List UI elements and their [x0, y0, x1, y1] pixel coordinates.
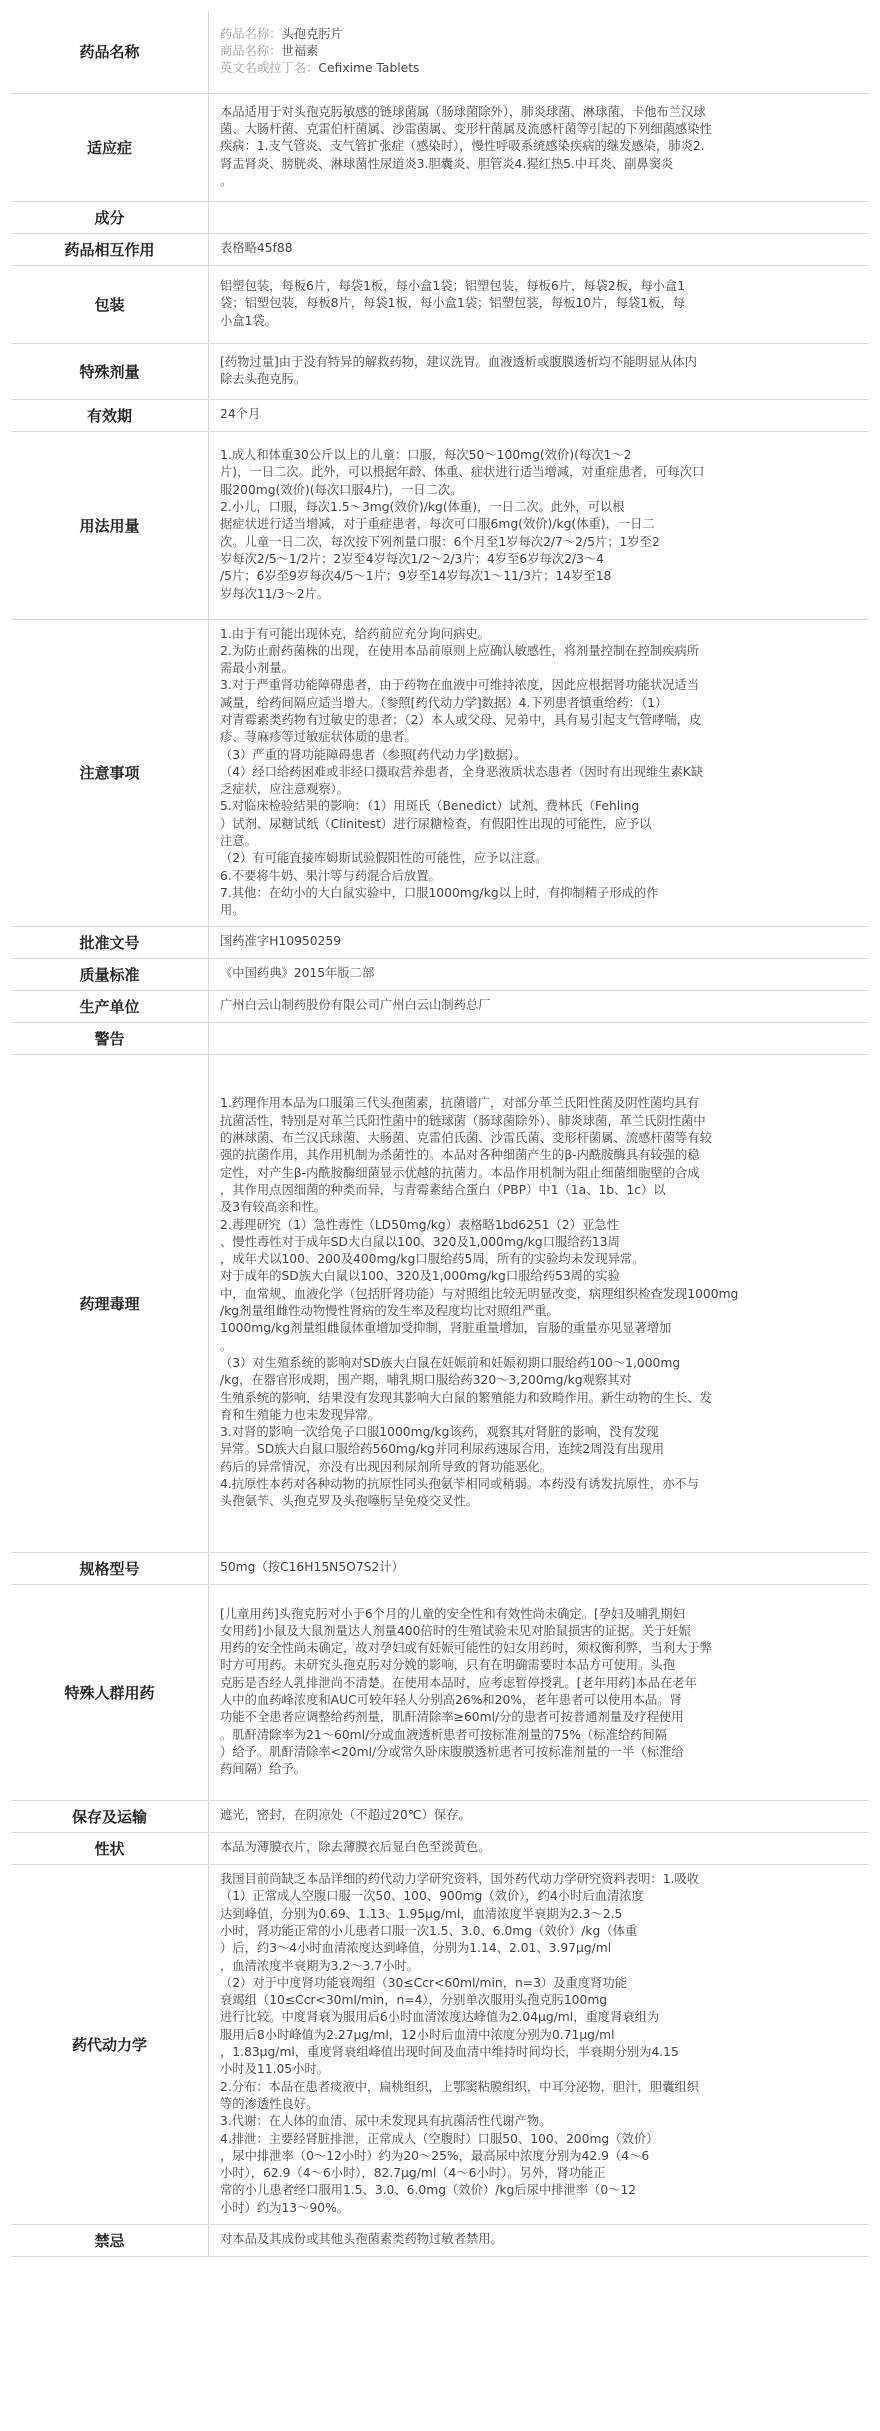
spec-value-line: 。	[220, 173, 233, 188]
spec-value-line: 5.对临床检验结果的影响：（1）用斑氏（Benedict）试剂、费林氏（Fehling	[220, 799, 640, 814]
spec-value-line: 本品为薄膜衣片，除去薄膜衣后显白色至淡黄色。	[220, 1840, 491, 1855]
spec-value-line: 小时，肾功能正常的小儿患者口服一次1.5、3.0、6.0mg（效价）/kg（体重	[220, 1923, 638, 1938]
spec-value-line: 减量，给药间隔应适当增大。（参照[药代动力学]数据）4.下列患者慎重给药：（1）	[220, 695, 668, 710]
spec-label: 生产单位	[11, 990, 209, 1022]
spec-value-line: 注意。	[220, 834, 257, 849]
spec-value-line: 疾病：1.支气管炎、支气管扩张症（感染时），慢性呼吸系统感染疾病的继发感染，肺炎2.	[220, 139, 705, 154]
spec-value-line: 岁每次11/3～2片。	[220, 586, 330, 601]
spec-value-line: 1.药理作用本品为口服第三代头孢菌素，抗菌谱广，对部分革兰氏阳性菌及阴性菌均具有	[220, 1096, 700, 1111]
spec-value-line: 功能不全患者应调整给药剂量，肌酐清除率≥60ml/分的患者可按普通剂量及疗程使用	[220, 1710, 684, 1725]
spec-value-line: 需最小剂量。	[220, 661, 294, 676]
spec-value-line: 小时），62.9（4～6小时），82.7μg/ml（4～6小时）。另外，肾功能正	[220, 2166, 606, 2181]
spec-row	[11, 265, 869, 343]
spec-value	[209, 343, 870, 399]
spec-value-line: 3.对于严重肾功能障碍患者，由于药物在血液中可维持浓度，因此应根据肾功能状况适当	[220, 678, 700, 693]
spec-value-line: 、慢性毒性对于成年SD大白鼠以100、320及1,000mg/kg口服给药13周	[220, 1234, 620, 1249]
spec-value-line: 6.不要将牛奶、果汁等与药混合后放置。	[220, 868, 441, 883]
spec-value-line: 铝塑包装，每板6片，每袋1板，每小盒1袋；铝塑包装，每板6片，每袋2板，每小盒1	[220, 279, 686, 294]
field-value: 世福素	[281, 44, 319, 59]
spec-value	[209, 399, 870, 431]
spec-value-line: 服200mg(效价)(每次口服4片)，一日二次。	[220, 482, 463, 497]
spec-label: 警告	[11, 1022, 209, 1054]
spec-value	[209, 926, 870, 958]
spec-value-line: 育和生殖能力也未发现异常。	[220, 1407, 380, 1422]
spec-label: 性状	[11, 1832, 209, 1864]
spec-value	[209, 265, 870, 343]
spec-value	[209, 1832, 870, 1864]
spec-value-line: 女用药]小鼠及大鼠剂量达人剂量400倍时的生殖试验未见对胎鼠损害的证据。关于妊娠	[220, 1623, 691, 1638]
spec-value-line	[220, 60, 861, 77]
spec-row	[11, 990, 869, 1022]
spec-value-line: 24个月	[220, 407, 261, 422]
spec-label: 规格型号	[11, 1552, 209, 1584]
spec-value-line: 4.抗原性本药对各种动物的抗原性同头孢氨苄相同或稍弱。本药没有诱发抗原性，亦不与	[220, 1477, 700, 1492]
field-prefix: 英文名或拉丁名：	[220, 61, 319, 76]
spec-value	[209, 1054, 870, 1552]
spec-value-line: 生殖系统的影响，结果没有发现其影响大白鼠的繁殖能力和致畸作用。新生动物的生长、发	[220, 1390, 712, 1405]
spec-value-line: 小盒1袋。	[220, 313, 278, 328]
spec-value	[209, 1584, 870, 1800]
spec-value-line: [药物过量]由于没有特异的解救药物，建议洗胃。血液透析或腹膜透析均不能明显从体内	[220, 354, 697, 369]
drug-spec-table	[11, 11, 869, 2257]
spec-row	[11, 1800, 869, 1832]
spec-value-line: /kg剂量组雌性动物慢性肾病的发生率及程度均比对照组严重。	[220, 1304, 559, 1319]
spec-value-line: 《中国药典》2015年版二部	[220, 966, 375, 981]
spec-value	[209, 1800, 870, 1832]
spec-value-line: 及3有较高亲和性。	[220, 1200, 327, 1215]
spec-value-line: 50mg（按C16H15N5O7S2计）	[220, 1560, 404, 1575]
spec-value-line: 本品适用于对头孢克肟敏感的链球菌属（肠球菌除外），肺炎球菌、淋球菌、卡他布兰汉球	[220, 104, 706, 119]
spec-value-line: 强的抗菌作用，其作用机制为杀菌性的。本品对各种细菌产生的β-内酰胺酶具有较强的稳	[220, 1148, 700, 1163]
spec-label: 药理毒理	[11, 1054, 209, 1552]
spec-value	[209, 11, 870, 93]
spec-value-line: 对本品及其成份或其他头孢菌素类药物过敏者禁用。	[220, 2232, 503, 2247]
spec-value	[209, 958, 870, 990]
field-value: Cefixime Tablets	[318, 61, 420, 76]
spec-value	[209, 201, 870, 233]
spec-value-line: 7.其他：在幼小的大白鼠实验中，口服1000mg/kg以上时，有抑制精子形成的作	[220, 885, 659, 900]
spec-row	[11, 926, 869, 958]
spec-value-line: 的淋球菌、布兰汉氏球菌、大肠菌、克雷伯氏菌、沙雷氏菌、变形杆菌属、流感杆菌等有较	[220, 1131, 712, 1146]
spec-value	[209, 619, 870, 926]
spec-value-line: 中，血常规、血液化学（包括肝肾功能）与对照组比较无明显改变，病理组织检查发现1000mg	[220, 1286, 739, 1301]
spec-value-line: 袋；铝塑包装，每板8片，每袋1板，每小盒1袋；铝塑包装，每板10片，每袋1板，每	[220, 296, 686, 311]
field-prefix: 药品名称：	[220, 26, 282, 41]
spec-value-line: 乏症状，应注意观察）。	[220, 782, 350, 797]
spec-row	[11, 1022, 869, 1054]
spec-value-line: 2.小儿，口服，每次1.5～3mg(效价)/kg(体重)，一日二次。此外，可以根	[220, 500, 625, 515]
spec-value-line: 3.对肾的影响一次给兔子口服1000mg/kg该药，观察其对肾脏的影响，没有发现	[220, 1425, 659, 1440]
spec-value	[209, 93, 870, 201]
spec-label: 用法用量	[11, 431, 209, 619]
spec-row	[11, 399, 869, 431]
spec-value-line: /5片；6岁至9岁每次4/5～1片；9岁至14岁每次1～11/3片；14岁至18	[220, 569, 612, 584]
spec-label: 禁忌	[11, 2224, 209, 2256]
spec-label: 有效期	[11, 399, 209, 431]
spec-value-line: 4.排泄：主要经肾脏排泄，正常成人（空腹时）口服50、100、200mg（效价）	[220, 2131, 659, 2146]
spec-value-line: 2.毒理研究（1）急性毒性（LD50mg/kg）表格略1bd6251（2）亚急性	[220, 1217, 619, 1232]
spec-value-line: 2.分布：本品在患者痰液中，扁桃组织，上鄂窦粘膜组织，中耳分泌物，胆汁，胆囊组织	[220, 2079, 700, 2094]
spec-label: 注意事项	[11, 619, 209, 926]
spec-value	[209, 431, 870, 619]
spec-value-line: 时方可用药。未研究头孢克肟对分娩的影响，只有在明确需要时本品方可使用。头孢	[220, 1658, 675, 1673]
spec-value-line: 药后的异常情况，亦没有出现因利尿剂所导致的肾功能恶化。	[220, 1459, 553, 1474]
spec-value-line: ）试剂、尿糖试纸（Clinitest）进行尿糖检查，有假阳性出现的可能性，应予以	[220, 816, 652, 831]
spec-row	[11, 93, 869, 201]
spec-value-line: （2）有可能直接库姆斯试验假阳性的可能性，应予以注意。	[220, 851, 548, 866]
spec-label: 药品名称	[11, 11, 209, 93]
spec-label: 包装	[11, 265, 209, 343]
spec-value-line: 据症状进行适当增减，对于重症患者，每次可口服6mg(效价)/kg(体重)，一日二	[220, 517, 655, 532]
spec-row	[11, 2224, 869, 2256]
spec-value-line: （3）对生殖系统的影响对SD族大白鼠在妊娠前和妊娠初期口服给药100～1,000mg	[220, 1355, 681, 1370]
spec-value-line: /kg，在器官形成期，围产期，哺乳期口服给药320～3,200mg/kg观察其对	[220, 1373, 632, 1388]
spec-value-line: 1.由于有可能出现休克，给药前应充分询问病史。	[220, 626, 490, 641]
spec-value-line: 疹、荨麻疹等过敏症状体质的患者。	[220, 730, 417, 745]
spec-value-line: 小时）约为13～90%。	[220, 2200, 350, 2215]
spec-value-line: ，尿中排泄率（0～12小时）约为20～25%，最高尿中浓度分别为42.9（4～6	[220, 2148, 650, 2163]
spec-value-line: 抗菌活性，特别是对革兰氏阳性菌中的链球菌（肠球菌除外）、肺炎球菌，革兰氏阴性菌中	[220, 1113, 706, 1128]
spec-value-line: 。	[220, 1338, 233, 1353]
spec-row	[11, 1864, 869, 2224]
spec-value	[209, 1552, 870, 1584]
spec-row	[11, 233, 869, 265]
spec-value-line: ，血清浓度半衰期为3.2～3.7小时。	[220, 1958, 419, 1973]
spec-value-line: 肾盂肾炎、膀胱炎、淋球菌性尿道炎3.胆囊炎、胆管炎4.猩红热5.中耳炎、副鼻窦炎	[220, 156, 674, 171]
spec-value-line: ）给予。肌酐清除率<20ml/分或常久卧床腹膜透析患者可按标准剂量的一半（标准给	[220, 1744, 684, 1759]
spec-row	[11, 1832, 869, 1864]
spec-value-line: 遮光，密封，在阴凉处（不超过20℃）保存。	[220, 1808, 471, 1823]
spec-row	[11, 201, 869, 233]
spec-value-line: 人中的血药峰浓度和AUC可较年轻人分别高26%和20%，老年患者可以使用本品。肾	[220, 1693, 682, 1708]
spec-value-line: ）后，约3～4小时血清浓度达到峰值，分别为1.14、2.01、3.97μg/ml	[220, 1941, 612, 1956]
spec-value-line: 异常。SD族大白鼠口服给药560mg/kg并同利尿药速尿合用，连续2周没有出现用	[220, 1442, 665, 1457]
spec-value-line: 片)，一日二次。此外，可以根据年龄、体重、症状进行适当增减，对重症患者，可每次口	[220, 465, 705, 480]
spec-value-line: 菌、大肠杆菌、克雷伯杆菌属、沙雷菌属、变形杆菌属及流感杆菌等引起的下列细菌感染性	[220, 122, 712, 137]
spec-value-line: （2）对于中度肾功能衰竭组（30≤Ccr<60ml/min，n=3）及重度肾功能	[220, 1975, 628, 1990]
spec-value	[209, 1864, 870, 2224]
spec-label: 批准文号	[11, 926, 209, 958]
spec-label: 特殊人群用药	[11, 1584, 209, 1800]
spec-row	[11, 1054, 869, 1552]
spec-value-line: 进行比较。中度肾衰为服用后6小时血清浓度达峰值为2.04μg/ml，重度肾衰组为	[220, 2010, 660, 2025]
spec-value-line: 定性，对产生β-内酰胺酶细菌显示优越的抗菌力。本品作用机制为阻止细菌细胞壁的合成	[220, 1165, 700, 1180]
spec-value-line	[220, 43, 861, 60]
spec-value-line: 用。	[220, 903, 245, 918]
spec-value-line: 对于成年的SD族大白鼠以100、320及1,000mg/kg口服给药53周的实验	[220, 1269, 620, 1284]
spec-value-line: 岁每次2/5～1/2片；2岁至4岁每次1/2～2/3片；4岁至6岁每次2/3～4	[220, 551, 605, 566]
spec-value-line: 3.代谢：在人体的血清、尿中未发现具有抗菌活性代谢产物。	[220, 2114, 552, 2129]
spec-value-line: 等的渗透性良好。	[220, 2096, 319, 2111]
spec-value-line: ，其作用点因细菌的种类而异，与青霉素结合蛋白（PBP）中1（1a、1b、1c）以	[220, 1182, 666, 1197]
spec-row	[11, 1552, 869, 1584]
spec-value-line: 衰竭组（10≤Ccr<30ml/min，n=4），分别单次服用头孢克肟100mg	[220, 1993, 608, 2008]
spec-value-line: 2.为防止耐药菌株的出现，在使用本品前原则上应确认敏感性，将剂量控制在控制疾病所	[220, 643, 700, 658]
spec-label: 成分	[11, 201, 209, 233]
spec-value-line: 达到峰值，分别为0.69、1.13、1.95μg/ml，血清浓度半衰期为2.3～2.5	[220, 1906, 623, 1921]
spec-label: 质量标准	[11, 958, 209, 990]
spec-value-line	[220, 26, 861, 43]
spec-row	[11, 431, 869, 619]
spec-value	[209, 1022, 870, 1054]
spec-value-line: 头孢氨苄、头孢克罗及头孢噻肟呈免疫交叉性。	[220, 1494, 479, 1509]
spec-value-line: （4）经口给药困难或非经口摄取营养患者，全身恶液质状态患者（因时有出现维生素K缺	[220, 764, 704, 779]
spec-row	[11, 958, 869, 990]
spec-value-line: 。肌酐清除率为21～60ml/分或血液透析患者可按标准剂量的75%（标准给药间隔	[220, 1727, 668, 1742]
spec-value-line: 我国目前尚缺乏本品详细的药代动力学研究资料，国外药代动力学研究资料表明：1.吸收	[220, 1872, 700, 1887]
spec-value-line: 常的小儿患者经口服用1.5、3.0、6.0mg（效价）/kg后尿中排泄率（0～12	[220, 2183, 637, 2198]
spec-value-line: （3）严重的肾功能障碍患者（参照[药代动力学]数据）。	[220, 747, 527, 762]
spec-value-line: 广州白云山制药股份有限公司广州白云山制药总厂	[220, 998, 491, 1013]
spec-value-line: 1.成人和体重30公斤以上的儿童：口服，每次50～100mg(效价)(每次1～2	[220, 448, 632, 463]
spec-label: 保存及运输	[11, 1800, 209, 1832]
spec-value-line: 表格略45f88	[220, 241, 293, 256]
spec-value-line: 对青霉素类药物有过敏史的患者；（2）本人或父母、兄弟中，具有易引起支气管哮喘，皮	[220, 712, 702, 727]
spec-label: 适应症	[11, 93, 209, 201]
spec-value-line: [儿童用药]头孢克肟对小于6个月的儿童的安全性和有效性尚未确定。[孕妇及哺乳期妇	[220, 1606, 685, 1621]
spec-label: 特殊剂量	[11, 343, 209, 399]
spec-value-line: ，成年犬以100、200及400mg/kg口服给药5周，所有的实验均未发现异常。	[220, 1252, 645, 1267]
spec-value-line: 服用后8小时峰值为2.27μg/ml，12小时后血清中浓度分别为0.71μg/ml	[220, 2027, 615, 2042]
spec-value-line: （1）正常成人空腹口服一次50、100、900mg（效价），约4小时后血清浓度	[220, 1889, 644, 1904]
spec-value-line: 国药准字H10950259	[220, 934, 342, 949]
spec-label: 药品相互作用	[11, 233, 209, 265]
spec-value-line: 药间隔）给予。	[220, 1762, 307, 1777]
spec-value-line: 次。儿童一日二次，每次按下列剂量口服：6个月至1岁每次2/7～2/5片；1岁至2	[220, 534, 660, 549]
spec-value-line: 除去头孢克肟。	[220, 372, 307, 386]
spec-row	[11, 11, 869, 93]
spec-label: 药代动力学	[11, 1864, 209, 2224]
spec-value	[209, 2224, 870, 2256]
spec-row	[11, 1584, 869, 1800]
spec-row	[11, 343, 869, 399]
field-value: 头孢克肟片	[281, 26, 343, 41]
spec-value-line: 克肟是否经人乳排泄尚不清楚。在使用本品时，应考虑暂停授乳。[老年用药]本品在老年	[220, 1675, 697, 1690]
spec-value	[209, 990, 870, 1022]
spec-value-line: 小时及11.05小时。	[220, 2062, 329, 2077]
spec-value-line: 用药的安全性尚未确定，故对孕妇或有妊娠可能性的妇女用药时，须权衡利弊，当利大于弊	[220, 1641, 712, 1656]
spec-value	[209, 233, 870, 265]
spec-value-line: ，1.83μg/ml，重度肾衰组峰值出现时间及血清中维持时间均长，半衰期分别为4.15	[220, 2045, 679, 2060]
field-prefix: 商品名称：	[220, 44, 282, 59]
spec-row	[11, 619, 869, 926]
spec-value-line: 1000mg/kg剂量组雌鼠体重增加受抑制，肾脏重量增加，盲肠的重量亦见显著增加	[220, 1321, 672, 1336]
